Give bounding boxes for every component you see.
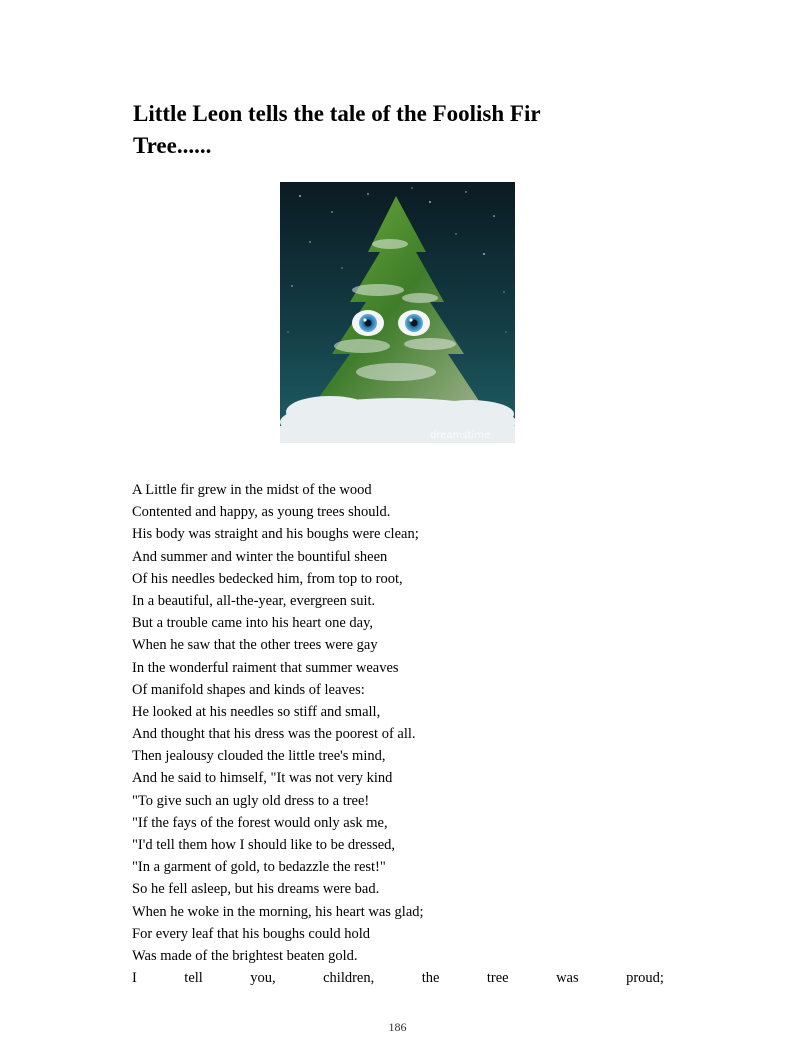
poem-line: And thought that his dress was the poorest of all. [132, 726, 416, 743]
poem-line: "To give such an ugly old dress to a tree! [132, 792, 370, 809]
poem-word: children, [323, 970, 375, 987]
poem-line: In the wonderful raiment that summer weaves [132, 659, 399, 676]
poem-line: Was made of the brightest beaten gold. [132, 947, 358, 964]
page-number: 186 [388, 1020, 407, 1034]
poem-line: "If the fays of the forest would only ask me, [132, 814, 388, 831]
poem-line: His body was straight and his boughs were clean; [132, 526, 419, 543]
poem-line: But a trouble came into his heart one day, [132, 615, 374, 632]
poem-line: And summer and winter the bountiful sheen [132, 548, 388, 565]
poem-word: the [421, 970, 440, 987]
poem-word: I [132, 970, 137, 987]
poem-line: He looked at his needles so stiff and small, [132, 703, 381, 720]
poem-line: In a beautiful, all-the-year, evergreen suit. [132, 592, 376, 609]
poem-word: tell [184, 970, 203, 987]
poem-line: So he fell asleep, but his dreams were bad. [132, 881, 380, 898]
poem-line: When he woke in the morning, his heart was glad; [132, 903, 424, 920]
poem-word: was [556, 970, 579, 987]
fir-tree-illustration [280, 182, 515, 443]
poem-line-justified [132, 967, 664, 989]
watermark: dreamstime [430, 430, 491, 441]
poem-line: When he saw that the other trees were gay [132, 637, 378, 654]
poem-line: And he said to himself, "It was not very kind [132, 770, 393, 787]
poem-line: Of his needles bedecked him, from top to root, [132, 570, 403, 587]
poem-line: For every leaf that his boughs could hold [132, 925, 370, 942]
poem-line: "I'd tell them how I should like to be dressed, [132, 837, 396, 853]
poem-word: you, [250, 970, 276, 987]
poem-line: Then jealousy clouded the little tree's mind, [132, 748, 386, 765]
page-title: Little Leon tells the tale of the Foolish Fir Tree...... [133, 101, 541, 158]
poem-line: Contented and happy, as young trees should. [132, 504, 391, 521]
poem-line: "In a garment of gold, to bedazzle the rest!" [132, 859, 386, 876]
poem-word: proud; [626, 970, 664, 987]
poem-line: A Little fir grew in the midst of the wood [132, 482, 372, 498]
poem-line: Of manifold shapes and kinds of leaves: [132, 681, 365, 698]
poem-word: tree [486, 970, 509, 987]
poem [132, 479, 664, 989]
